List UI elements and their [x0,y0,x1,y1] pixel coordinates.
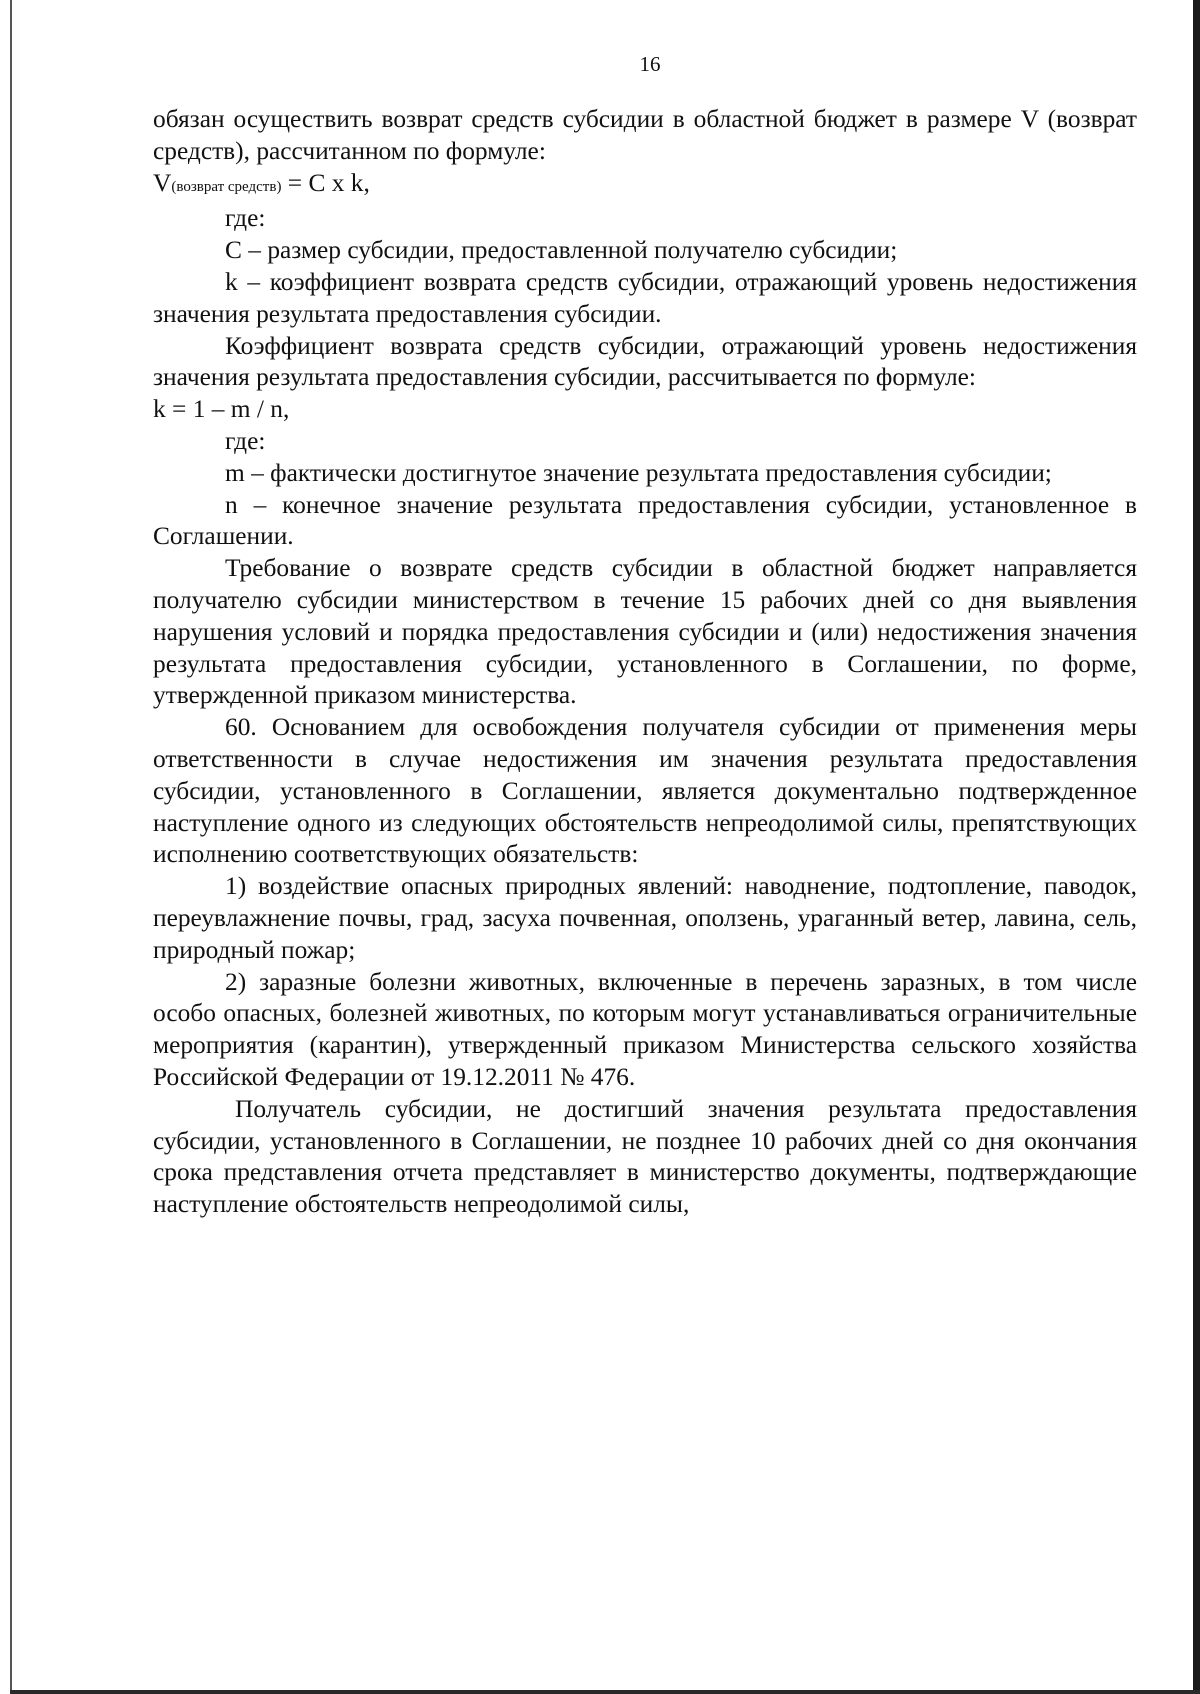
formula-return-subscript: (возврат средств) [171,178,282,195]
scan-edge-left [10,0,12,1694]
formula-coefficient: k = 1 – m / n, [153,395,290,424]
list-item-2: 2) заразные болезни животных, включенные в перечень заразных, в том числе особо опасных, болезней животных, по которым могут устанавливаться ограничительные мероприятия (карантин), утвержденный приказом Министерства сельского хозяйства Российской Федерации от 19.12.2011 № 476. [153,967,1137,1091]
scan-edge-bottom [10,1690,1200,1694]
paragraph-intro: обязан осуществить возврат средств субсидии в областной бюджет в размере V (возврат средств), рассчитанном по формуле: [153,105,1137,165]
where-label-1: где: [225,204,266,233]
paragraph-final: Получатель субсидии, не достигший значения результата предоставления субсидии, установленного в Соглашении, не позднее 10 рабочих дней со дня окончания срока представления отчета представляет в министерство документы, подтверждающие наступление обстоятельств непреодолимой силы, [153,1094,1137,1219]
formula-return-rhs: = C x k, [281,168,370,197]
paragraph-60: 60. Основанием для освобождения получателя субсидии от применения меры ответственности в случае недостижения им значения результата предоставления субсидии, установленного в Соглашении, является документально подтвержденное наступление одного из следующих обстоятельств непреодолимой силы, препятствующих исполнению соответствующих обязательств: [153,713,1137,869]
document-body [153,104,1137,1221]
formula-return [153,168,1137,204]
where-label-2: где: [225,426,266,455]
formula-return-v: V [153,168,172,197]
definition-c: C – размер субсидии, предоставленной получателю субсидии; [225,236,898,265]
list-item-1: 1) воздействие опасных природных явлений: наводнение, подтопление, паводок, переувлажнение почвы, град, засуха почвенная, оползень, ураганный ветер, лавина, сель, природный пожар; [153,872,1137,964]
definition-k: k – коэффициент возврата средств субсидии, отражающий уровень недостижения значения результата предоставления субсидии. [153,267,1137,328]
definition-n: n – конечное значение результата предоставления субсидии, установленное в Соглашении. [153,490,1137,551]
scan-edge-right [1193,0,1200,1694]
definition-m: m – фактически достигнутое значение результата предоставления субсидии; [225,458,1052,487]
paragraph-demand: Требование о возврате средств субсидии в областной бюджет направляется получателю субсидии министерством в течение 15 рабочих дней со дня выявления нарушения условий и порядка предоставления субсидии и (или) недостижения значения результата предоставления субсидии, установленного в Соглашении, по форме, утвержденной приказом министерства. [153,554,1137,710]
page-number: 16 [639,52,661,76]
paragraph-coefficient: Коэффициент возврата средств субсидии, отражающий уровень недостижения значения результата предоставления субсидии, рассчитывается по формуле: [153,331,1137,392]
